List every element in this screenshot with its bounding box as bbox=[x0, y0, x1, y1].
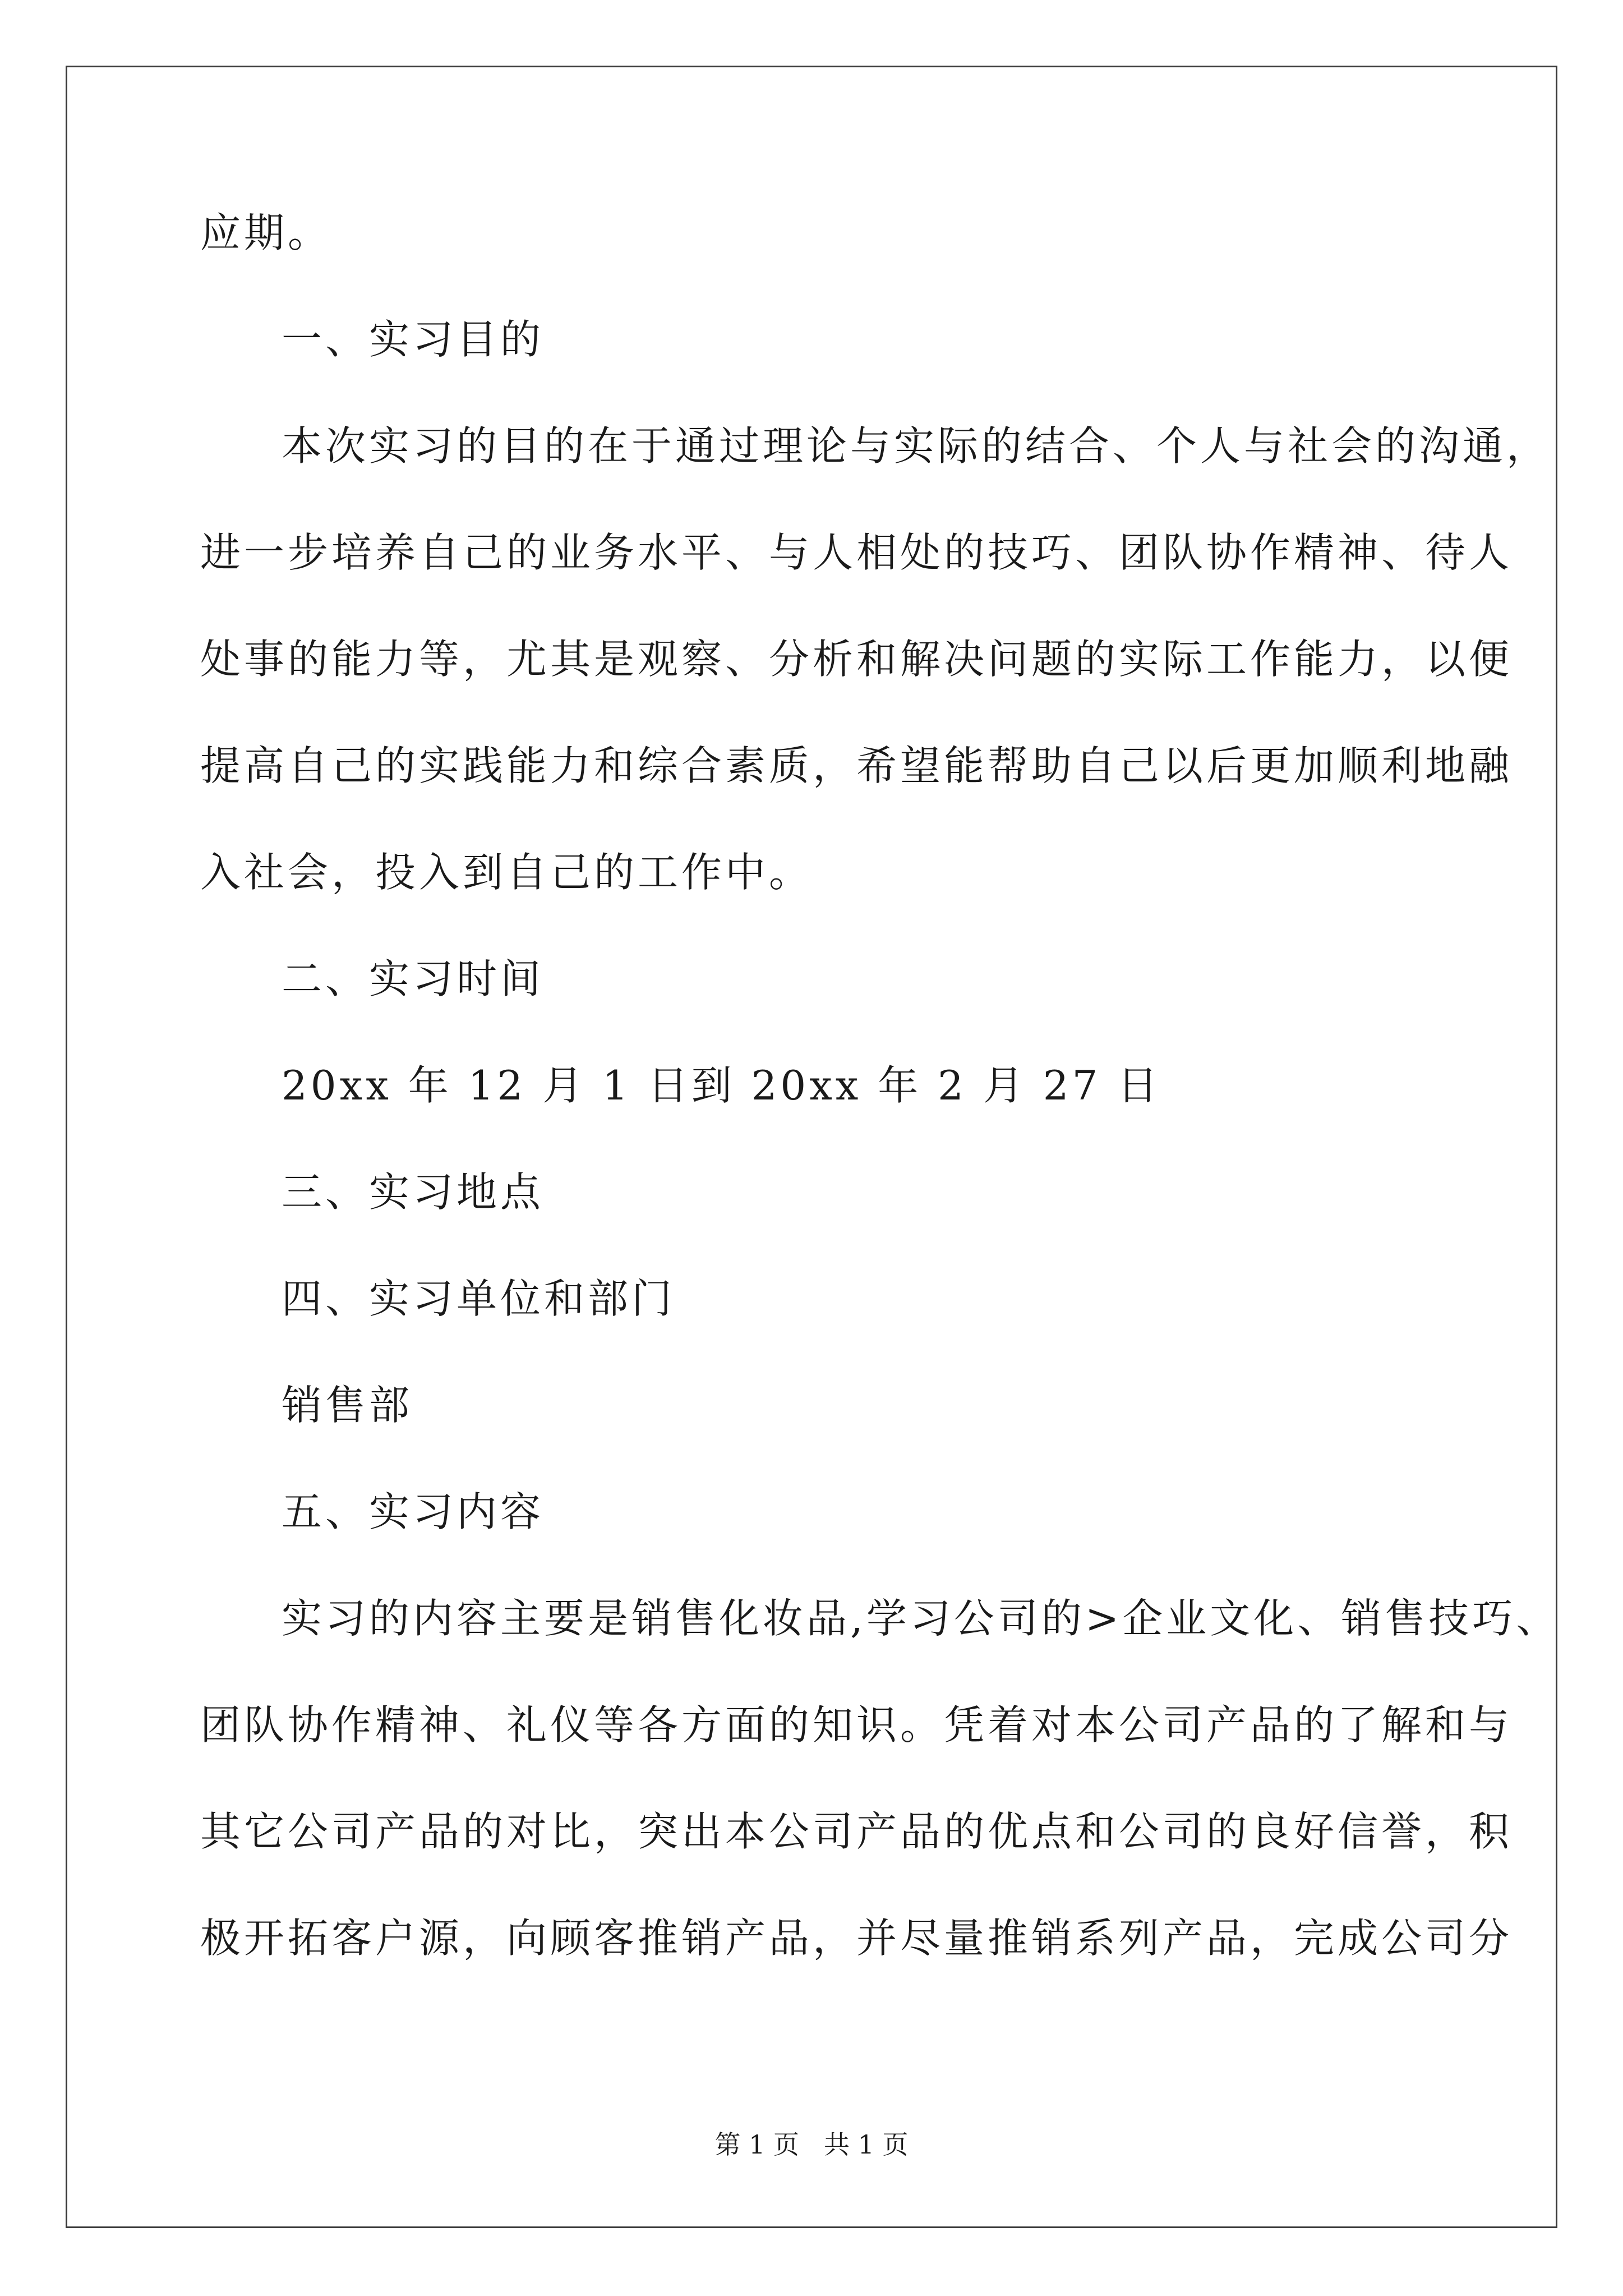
heading-purpose: 一、实习目的 bbox=[282, 316, 545, 363]
text-line-15: 团队协作精神、礼仪等各方面的知识。凭着对本公司产品的了解和与 bbox=[200, 1701, 1513, 1749]
heading-time: 二、实习时间 bbox=[282, 955, 545, 1002]
text-line-17: 极开拓客户源，向顾客推销产品，并尽量推销系列产品，完成公司分 bbox=[200, 1915, 1513, 1962]
text-line-7: 入社会，投入到自己的工作中。 bbox=[200, 849, 813, 896]
document-body bbox=[200, 209, 1560, 1962]
text-line-5: 处事的能力等，尤其是观察、分析和解决问题的实际工作能力，以便 bbox=[200, 636, 1513, 683]
heading-location: 三、实习地点 bbox=[282, 1168, 545, 1216]
text-line-1: 应期。 bbox=[200, 209, 332, 256]
date-range: 20xx 年 12 月 1 日到 20xx 年 2 月 27 日 bbox=[282, 1062, 1161, 1109]
text-line-16: 其它公司产品的对比，突出本公司产品的优点和公司的良好信誉，积 bbox=[200, 1808, 1513, 1855]
heading-unit: 四、实习单位和部门 bbox=[282, 1275, 676, 1322]
text-line-6: 提高自己的实践能力和综合素质，希望能帮助自己以后更加顺利地融 bbox=[200, 742, 1513, 789]
text-line-3: 本次实习的目的在于通过理论与实际的结合、个人与社会的沟通， bbox=[282, 422, 1551, 470]
text-line-4: 进一步培养自己的业务水平、与人相处的技巧、团队协作精神、待人 bbox=[200, 529, 1513, 576]
page-total: 共 1 页 bbox=[824, 2129, 909, 2160]
page-footer bbox=[0, 2129, 1623, 2160]
heading-content: 五、实习内容 bbox=[282, 1488, 545, 1535]
page-number: 第 1 页 bbox=[714, 2129, 799, 2160]
text-line-14: 实习的内容主要是销售化妆品,学习公司的>企业文化、销售技巧、 bbox=[282, 1595, 1560, 1642]
department: 销售部 bbox=[282, 1382, 413, 1429]
